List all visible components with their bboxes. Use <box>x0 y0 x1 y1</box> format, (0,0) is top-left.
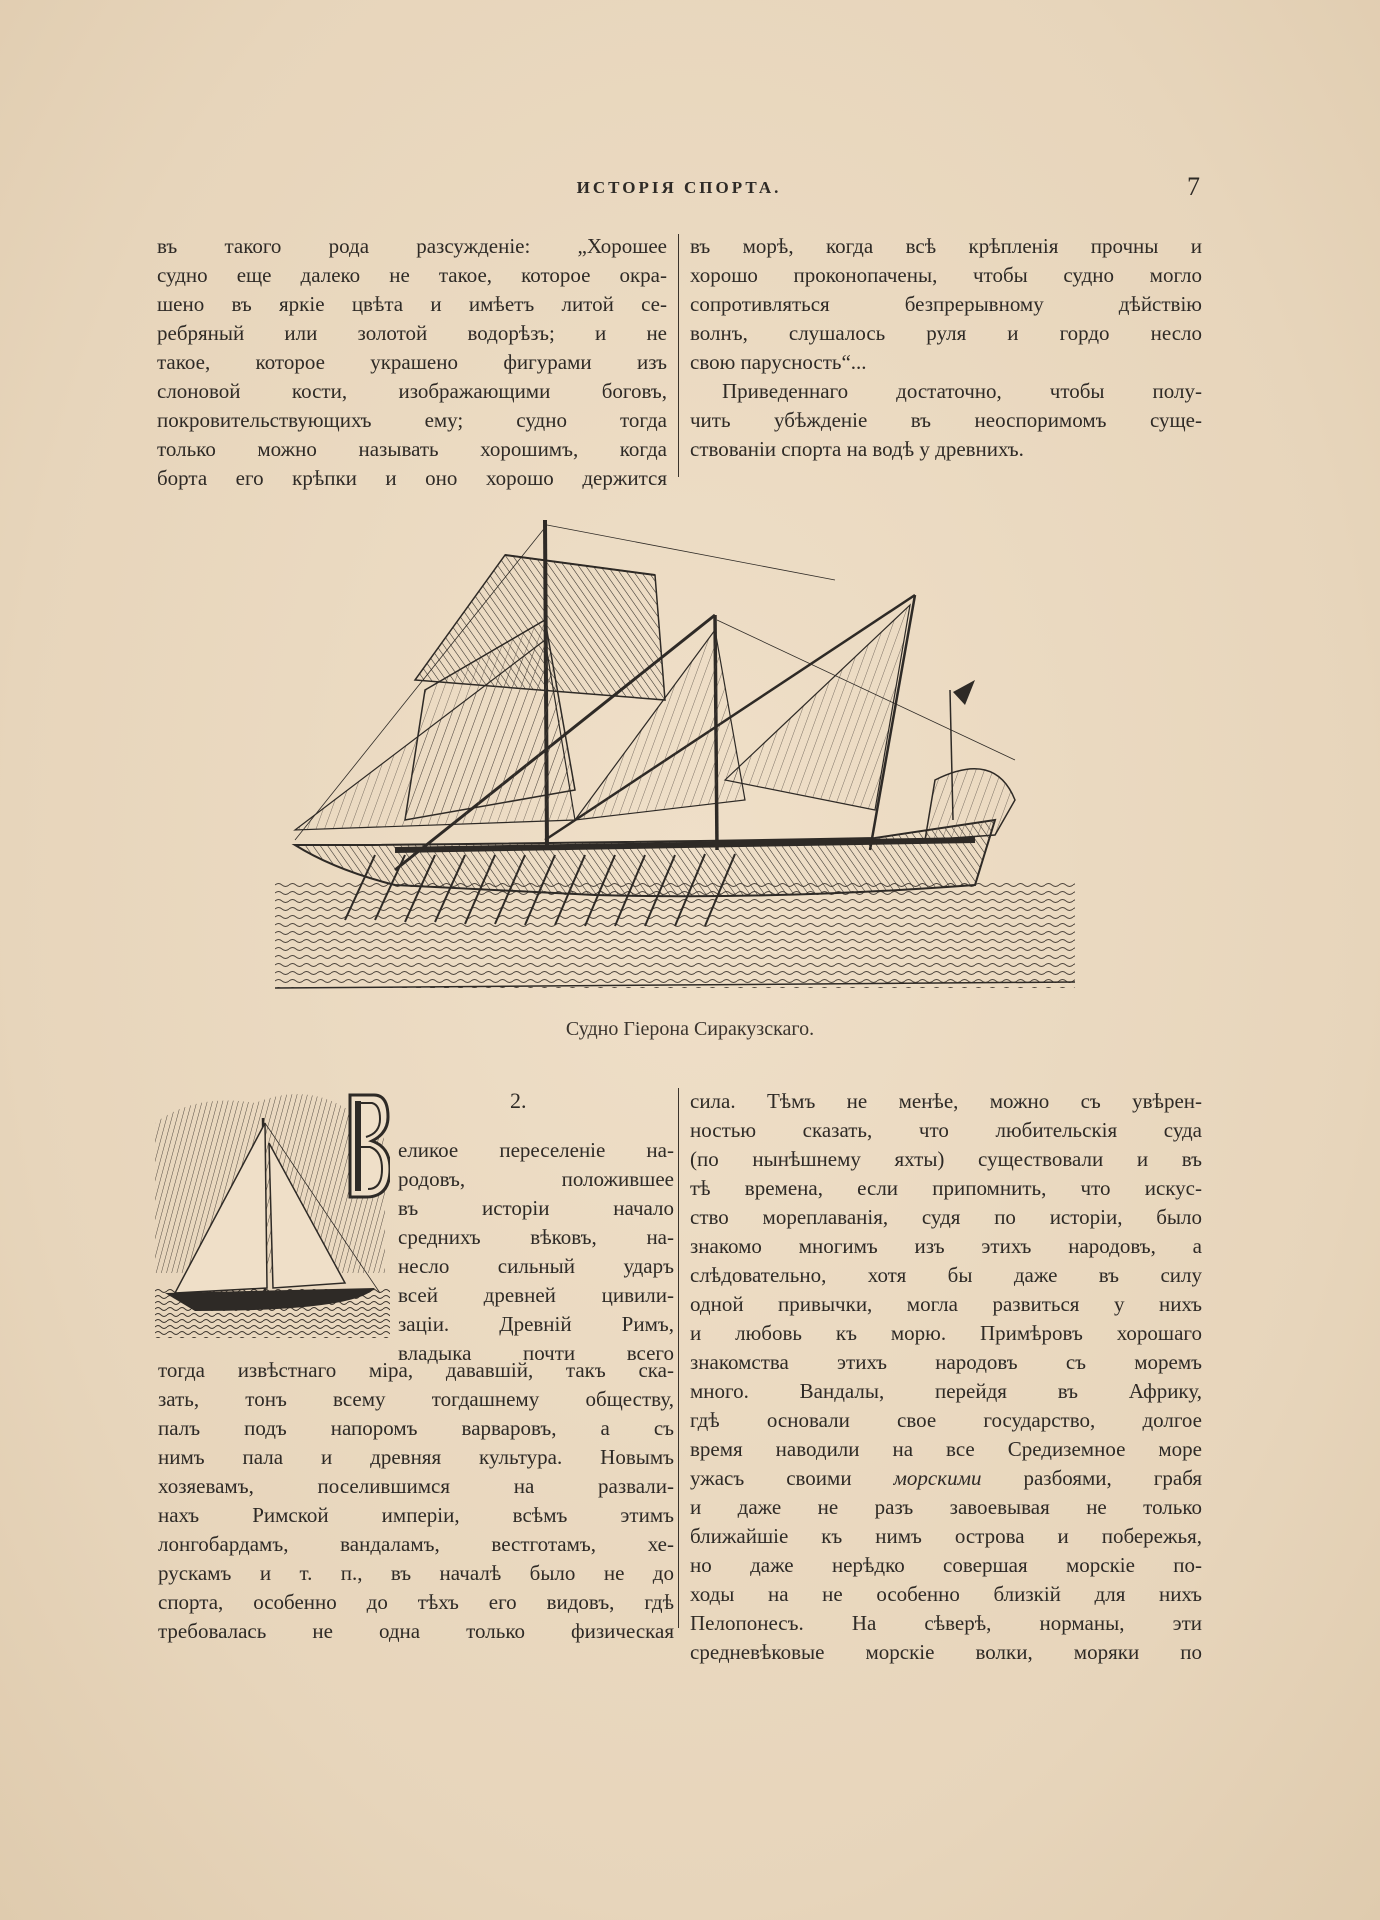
text-line: но даже нерѣдко совершая морскіе по- <box>690 1553 1202 1577</box>
text-line: родовъ, положившее <box>398 1167 674 1191</box>
column-divider <box>678 234 679 477</box>
text-line: среднихъ вѣковъ, на- <box>398 1225 674 1249</box>
text-line: слѣдовательно, хотя бы даже въ силу <box>690 1263 1202 1287</box>
text-run: разбоями, грабя <box>1023 1466 1203 1490</box>
text-line: тѣ времена, если припомнить, что искус- <box>690 1176 1202 1200</box>
text-run: ужасъ своими <box>690 1466 852 1490</box>
text-line: такое, которое украшено фигурами изъ <box>157 350 667 374</box>
text-line: хозяевамъ, поселившимся на развали- <box>158 1474 674 1498</box>
column-divider <box>678 1088 679 1628</box>
top-left-column <box>157 232 667 493</box>
text-line: въ морѣ, когда всѣ крѣпленія прочны и <box>690 234 1202 258</box>
text-line: несло сильный ударъ <box>398 1254 674 1278</box>
text-line: ство мореплаванія, судя по исторіи, было <box>690 1205 1202 1229</box>
text-line: еликое переселеніе на- <box>398 1138 674 1162</box>
drop-cap-letter <box>344 1093 390 1201</box>
text-line: сопротивляться безпрерывному дѣйствію <box>690 292 1202 316</box>
text-line: ближайшіе къ нимъ острова и побережья, <box>690 1524 1202 1548</box>
text-line: нахъ Римской имперіи, всѣмъ этимъ <box>158 1503 674 1527</box>
text-line: заціи. Древній Римъ, <box>398 1312 674 1336</box>
text-line: чить убѣжденіе въ неоспоримомъ суще- <box>690 408 1202 432</box>
text-line: волнъ, слушалось руля и гордо несло <box>690 321 1202 345</box>
text-line: въ такого рода разсужденіе: „Хорошее <box>157 234 667 258</box>
text-line: владыка почти всего <box>398 1341 674 1365</box>
section-opening-text <box>398 1136 674 1368</box>
text-line: время наводили на все Средиземное море <box>690 1437 1202 1461</box>
text-line: средневѣковые морскіе волки, моряки по <box>690 1640 1202 1664</box>
section-number: 2. <box>510 1088 527 1113</box>
text-line: рускамъ и т. п., въ началѣ было не до <box>158 1561 674 1585</box>
text-line: и даже не разъ завоевывая не только <box>690 1495 1202 1519</box>
text-line: ностью сказать, что любительскія суда <box>690 1118 1202 1142</box>
text-line: хорошо проконопачены, чтобы судно могло <box>690 263 1202 287</box>
text-line: зать, тонъ всему тогдашнему обществу, <box>158 1387 674 1411</box>
text-line: покровительствующихъ ему; судно тогда <box>157 408 667 432</box>
text-line: только можно называть хорошимъ, когда <box>157 437 667 461</box>
text-line: спорта, особенно до тѣхъ его видовъ, гдѣ <box>158 1590 674 1614</box>
text-line: ребряный или золотой водорѣзъ; и не <box>157 321 667 345</box>
text-line: знакомо многимъ изъ этихъ народовъ, а <box>690 1234 1202 1258</box>
text-line: Пелопонесъ. На сѣверѣ, норманы, эти <box>690 1611 1202 1635</box>
text-line: одной привычки, могла развиться у нихъ <box>690 1292 1202 1316</box>
text-line: гдѣ основали свое государство, долгое <box>690 1408 1202 1432</box>
text-line-with-italic <box>690 1464 1202 1493</box>
text-line: Приведеннаго достаточно, чтобы полу- <box>722 379 1202 403</box>
text-line: и любовь къ морю. Примѣровъ хорошаго <box>690 1321 1202 1345</box>
text-line: палъ подъ напоромъ варваровъ, а съ <box>158 1416 674 1440</box>
text-line: всей древней цивили- <box>398 1283 674 1307</box>
top-right-column <box>690 232 1202 464</box>
text-line: борта его крѣпки и оно хорошо держится <box>157 466 667 490</box>
ship-illustration <box>275 520 1075 992</box>
text-line: свою парусность“... <box>690 350 867 374</box>
page-number: 7 <box>1187 172 1200 201</box>
text-line: слоновой кости, изображающими боговъ, <box>157 379 667 403</box>
bottom-right-column <box>690 1087 1202 1667</box>
text-line: судно еще далеко не такое, которое окра- <box>157 263 667 287</box>
text-line: ствованіи спорта на водѣ у древнихъ. <box>690 437 1024 461</box>
italic-word: морскими <box>893 1466 982 1490</box>
text-line: знакомства этихъ народовъ съ моремъ <box>690 1350 1202 1374</box>
page-header <box>158 172 1200 208</box>
bottom-left-column <box>158 1356 674 1646</box>
text-line: шено въ яркіе цвѣта и имѣетъ литой се- <box>157 292 667 316</box>
text-line: сила. Тѣмъ не менѣе, можно съ увѣрен- <box>690 1089 1202 1113</box>
text-line: требовалась не одна только физическая <box>158 1619 674 1643</box>
text-line: нимъ пала и древняя культура. Новымъ <box>158 1445 674 1469</box>
text-line: тогда извѣстнаго міра, дававшій, такъ ска- <box>158 1358 674 1382</box>
text-line: много. Вандалы, перейдя въ Африку, <box>690 1379 1202 1403</box>
text-line: лонгобардамъ, вандаламъ, вестготамъ, хе- <box>158 1532 674 1556</box>
figure-caption: Судно Гіерона Сиракузскаго. <box>565 1018 815 1040</box>
text-line: ходы на не особенно близкій для нихъ <box>690 1582 1202 1606</box>
text-line: въ исторіи начало <box>398 1196 674 1220</box>
running-head: ИСТОРІЯ СПОРТА. <box>576 178 782 197</box>
text-line: (по нынѣшнему яхты) существовали и въ <box>690 1147 1202 1171</box>
